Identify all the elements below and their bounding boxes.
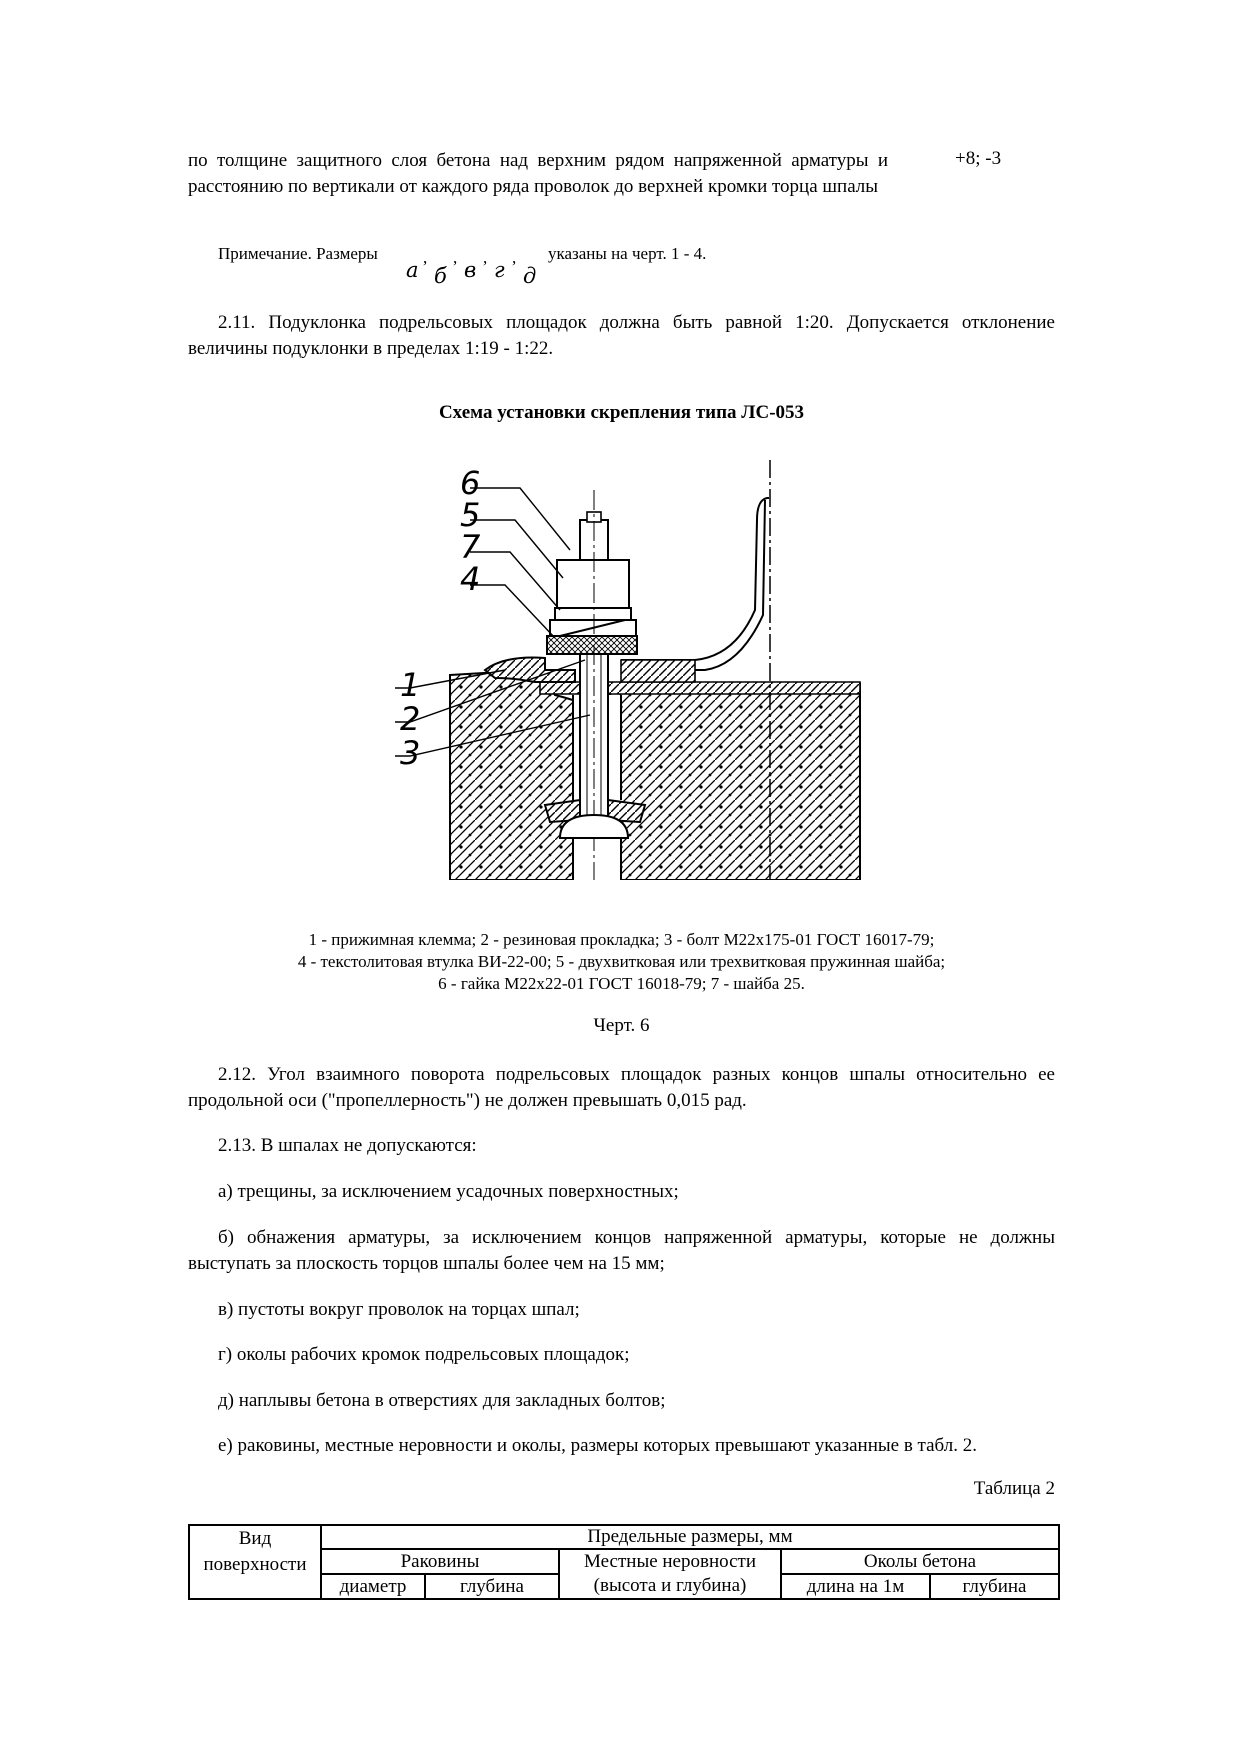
list-item: а) трещины, за исключением усадочных поверхностных; (218, 1181, 679, 1202)
table-2 (188, 1524, 1060, 1600)
symbol-comma: , (512, 248, 517, 267)
symbol-b: б (434, 264, 447, 288)
header-rakoviny: Раковины (321, 1549, 559, 1574)
list-item: г) околы рабочих кромок подрельсовых площадок; (218, 1344, 630, 1365)
list-item: е) раковины, местные неровности и околы, размеры которых превышают указанные в табл. 2. (218, 1435, 977, 1456)
top-row-tolerance: +8; -3 (955, 148, 1002, 169)
figure-title: Схема установки скрепления типа ЛС-053 (438, 402, 805, 423)
symbol-comma: , (453, 248, 458, 267)
figure-label-2: 2 (400, 700, 421, 738)
caption-line: 1 - прижимная клемма; 2 - резиновая прокладка; 3 - болт М22х175-01 ГОСТ 16017-79; (308, 930, 935, 949)
figure-label-6: 6 (460, 464, 481, 502)
paragraph-2-11: 2.11. Подуклонка подрельсовых площадок должна быть равной 1:20. Допускается отклонение величины подуклонки в пределах 1:19 - 1:22. (188, 312, 1055, 359)
header-surface-type (189, 1525, 321, 1599)
header-limit-sizes: Предельные размеры, мм (321, 1525, 1059, 1549)
paragraph-2-12: 2.12. Угол взаимного поворота подрельсовых площадок разных концов шпалы относительно ее продольной оси ("пропеллерность") не должен превышать 0,015 рад. (188, 1064, 1055, 1111)
symbol-comma: , (423, 248, 428, 267)
figure-label-5: 5 (460, 496, 481, 534)
header-okoly: Околы бетона (781, 1549, 1059, 1574)
header-nerovnosti-line1: Местные неровности (583, 1551, 757, 1572)
header-nerovnosti-line2: (высота и глубина) (593, 1575, 747, 1596)
header-surface-line2: поверхности (203, 1554, 307, 1575)
symbol-v: в (464, 258, 477, 282)
top-row-description: по толщине защитного слоя бетона над верхним рядом напряженной арматуры и расстоянию по вертикали от каждого ряда проволок до верхней кромки торца шпалы (188, 150, 888, 197)
caption-line: 6 - гайка М22х22-01 ГОСТ 16018-79; 7 - шайба 25. (438, 974, 805, 993)
symbol-d: д (523, 264, 537, 288)
paragraph-2-13: 2.13. В шпалах не допускаются: (218, 1135, 477, 1156)
caption-line: 4 - текстолитовая втулка ВИ-22-00; 5 - двухвитковая или трехвитковая пружинная шайба; (297, 952, 946, 971)
header-dlina: длина на 1м (781, 1574, 930, 1599)
header-glubina: глубина (425, 1574, 559, 1599)
figure-label-3: 3 (400, 734, 421, 772)
list-item: в) пустоты вокруг проволок на торцах шпал; (218, 1299, 580, 1320)
symbol-a: а (406, 258, 419, 282)
list-item: б) обнажения арматуры, за исключением концов напряженной арматуры, которые не должны выступать за плоскость торцов шпалы более чем на 15 мм; (188, 1227, 1055, 1274)
note-prefix: Примечание. Размеры (218, 244, 378, 263)
header-diametr: диаметр (321, 1574, 425, 1599)
figure-number: Черт. 6 (593, 1015, 650, 1036)
symbol-comma: , (483, 248, 488, 267)
symbol-g: г (494, 258, 505, 282)
table-label: Таблица 2 (973, 1478, 1055, 1499)
header-surface-line1: Вид (238, 1528, 272, 1549)
figure-caption (188, 929, 1055, 995)
header-nerovnosti (559, 1549, 781, 1599)
figure-label-4: 4 (460, 560, 481, 598)
figure-label-7: 7 (460, 528, 481, 566)
note-suffix: указаны на черт. 1 - 4. (548, 244, 707, 263)
header-glubina: глубина (930, 1574, 1059, 1599)
figure-label-1: 1 (400, 666, 421, 704)
list-item: д) наплывы бетона в отверстиях для закладных болтов; (218, 1390, 666, 1411)
